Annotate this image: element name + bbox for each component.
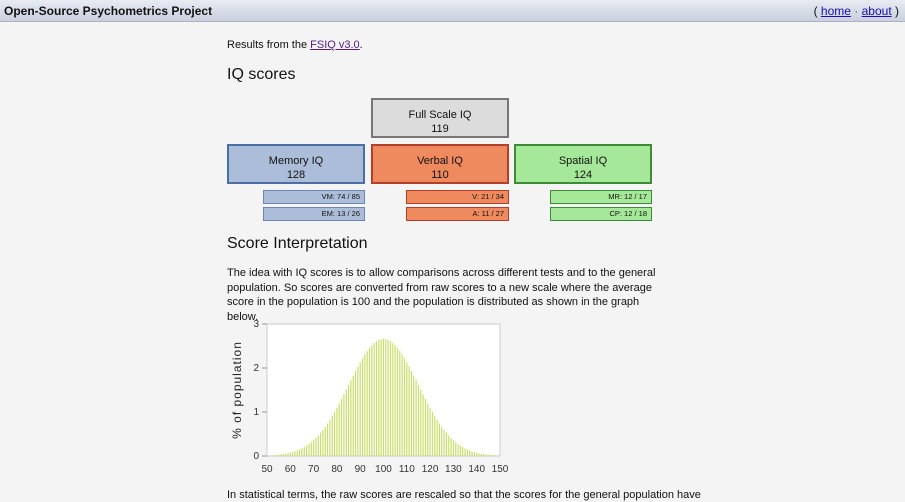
spatial-iq-box: [514, 144, 652, 184]
x-tick-label: 50: [261, 464, 273, 475]
y-axis-label: % of population: [230, 341, 244, 439]
subscore-mr: MR: 12 / 17: [550, 190, 652, 204]
about-link[interactable]: about: [861, 4, 892, 18]
subscore-v: V: 21 / 34: [406, 190, 509, 204]
x-tick-label: 120: [421, 464, 439, 475]
score-interpretation-heading: Score Interpretation: [227, 235, 368, 252]
x-tick-label: 100: [375, 464, 392, 475]
top-bar: [0, 0, 905, 22]
y-tick-label: 2: [253, 363, 259, 374]
subscore-vm: VM: 74 / 85: [263, 190, 365, 204]
x-tick-label: 130: [445, 464, 462, 475]
verbal-iq-value: 110: [431, 169, 449, 181]
full-scale-iq-value: 119: [431, 123, 449, 135]
y-tick-label: 3: [253, 319, 259, 330]
x-tick-label: 150: [491, 464, 509, 475]
memory-iq-box: [227, 144, 365, 184]
interpretation-paragraph: The idea with IQ scores is to allow comparisons across different tests and to the general population. So scores are converted from raw scores to a new scale where the average score in the population is 100 and the population is distributed as shown in the graph below.: [227, 267, 656, 323]
test-link[interactable]: FSIQ v3.0: [310, 39, 360, 51]
x-tick-label: 110: [398, 464, 415, 475]
x-tick-label: 60: [284, 464, 296, 475]
verbal-iq-box: [371, 144, 509, 184]
memory-iq-value: 128: [286, 169, 306, 181]
home-link[interactable]: home: [820, 4, 851, 18]
y-tick-label: 1: [253, 407, 259, 418]
spatial-iq-label: Spatial IQ: [558, 155, 608, 167]
x-tick-label: 70: [308, 464, 320, 475]
subscore-a: A: 11 / 27: [406, 207, 509, 221]
full-scale-iq-label: Full Scale IQ: [408, 109, 472, 121]
iq-distribution-chart: [227, 316, 517, 478]
spatial-iq-value: 124: [573, 169, 593, 181]
intro-line: [227, 39, 363, 51]
verbal-iq-label: Verbal IQ: [417, 155, 463, 167]
subscore-em: EM: 13 / 26: [263, 207, 365, 221]
nav-separator: ·: [854, 4, 859, 18]
x-tick-label: 140: [468, 464, 486, 475]
nav-close-paren: ): [895, 4, 899, 18]
statistical-paragraph: In statistical terms, the raw scores are rescaled so that the scores for the general population have: [227, 489, 701, 501]
subscore-cp: CP: 12 / 18: [550, 207, 652, 221]
nav-open-paren: (: [813, 4, 818, 18]
x-tick-label: 80: [331, 464, 343, 475]
iq-scores-heading: IQ scores: [227, 66, 296, 83]
top-nav: [814, 4, 899, 18]
intro-prefix: Results from the: [227, 39, 311, 51]
intro-suffix: .: [359, 39, 363, 51]
y-tick-label: 0: [253, 451, 259, 462]
x-tick-label: 90: [354, 464, 366, 475]
site-title: Open-Source Psychometrics Project: [4, 4, 213, 18]
memory-iq-label: Memory IQ: [268, 155, 324, 167]
full-scale-iq-box: [371, 98, 509, 138]
